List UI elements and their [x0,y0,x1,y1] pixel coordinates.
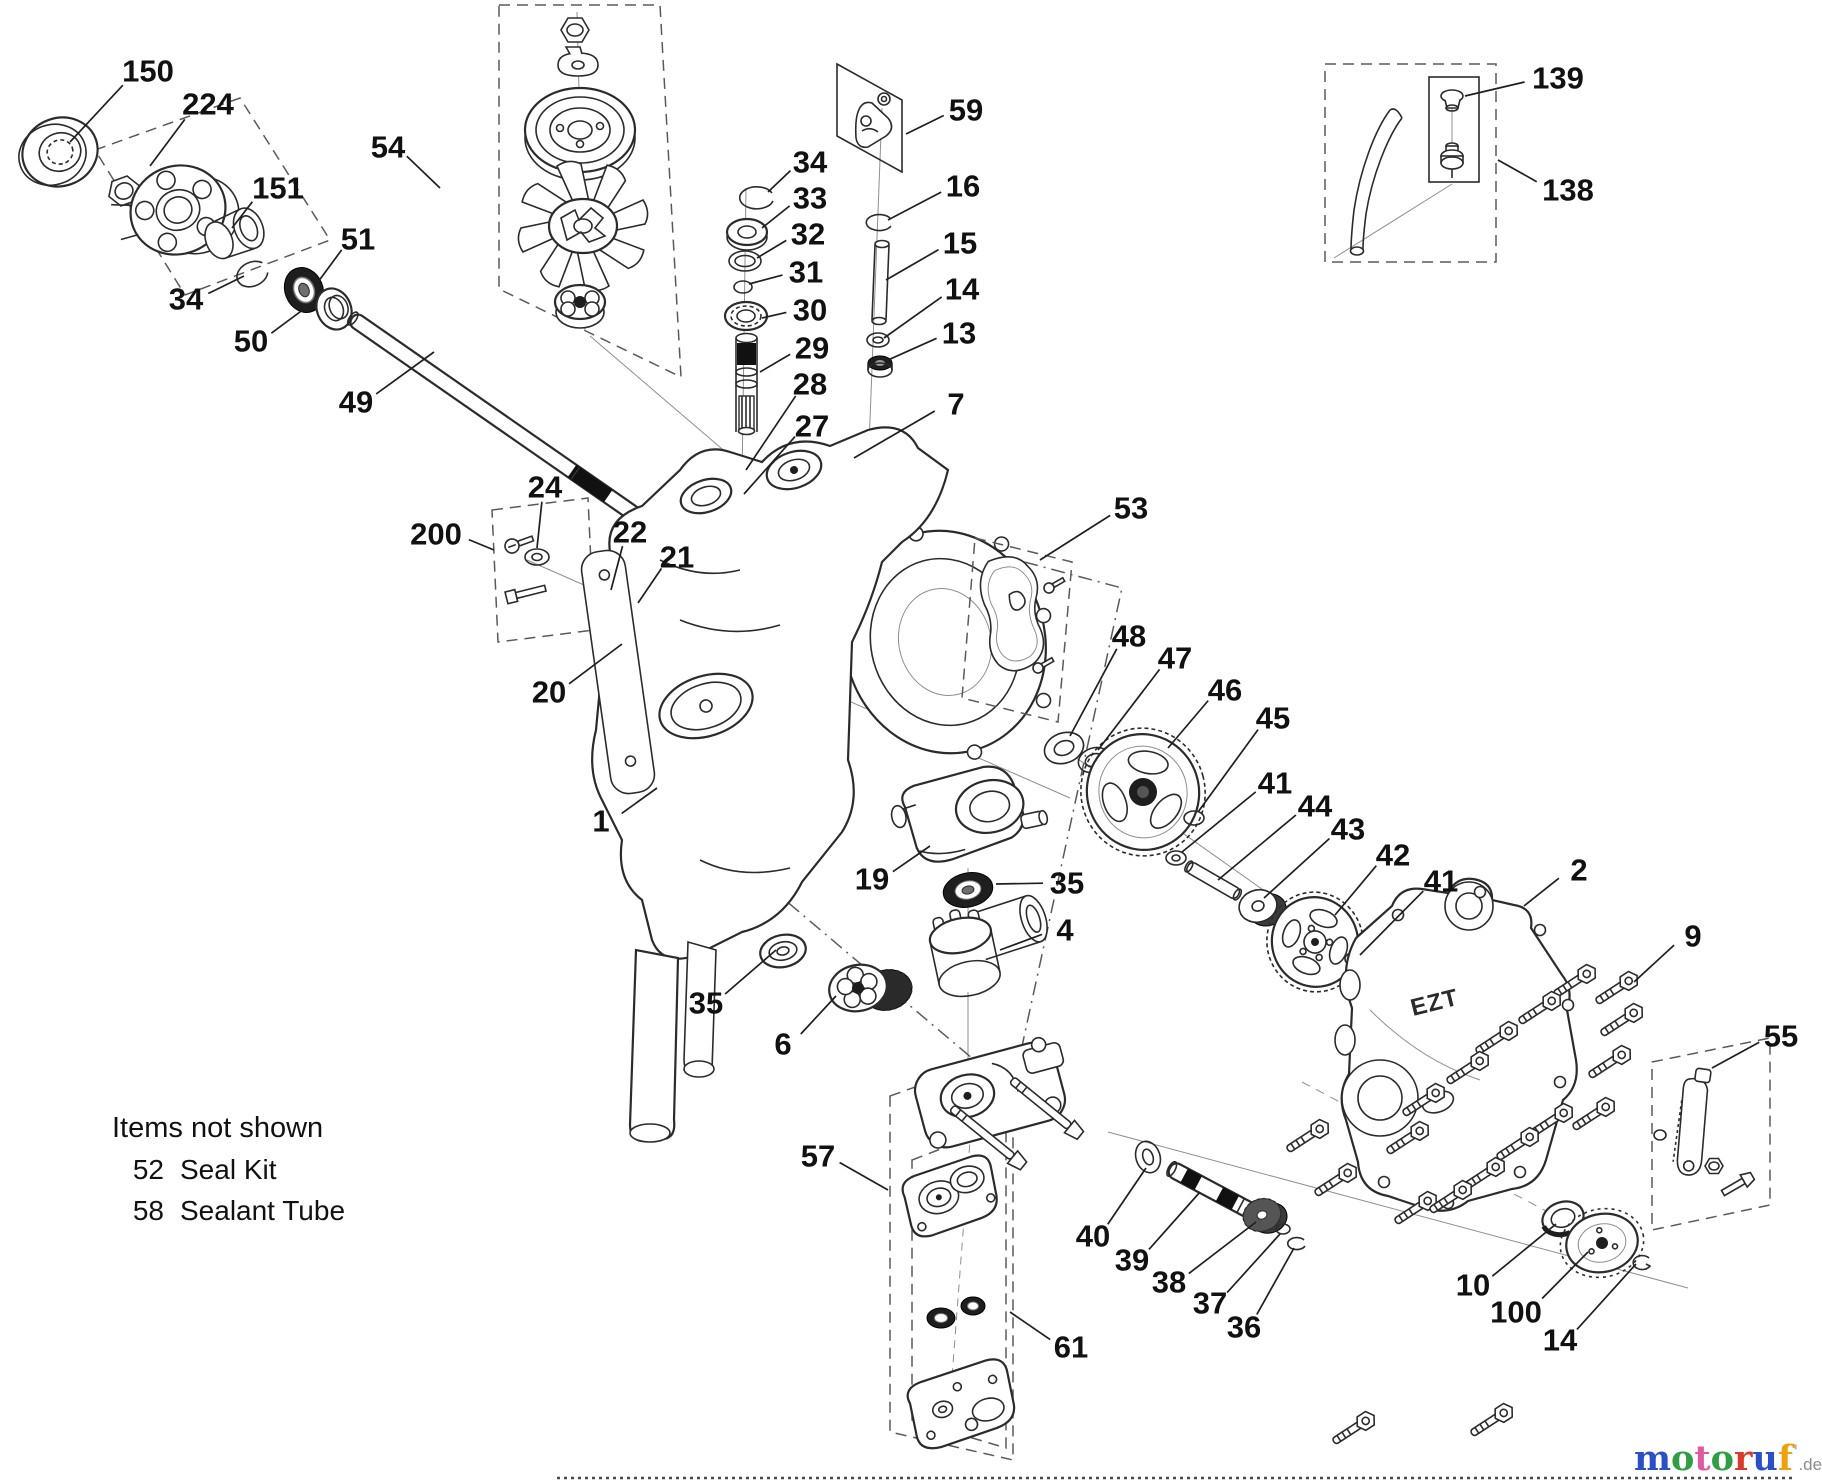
part-number-61: 61 [1053,1329,1089,1365]
leader-line [318,250,342,282]
callout-139 [1465,61,1584,97]
part-number-40: 40 [1075,1218,1111,1254]
part-number-32: 32 [790,216,826,252]
leader-line [996,883,1043,884]
pump-plate [898,1152,1004,1240]
callout-46 [1168,673,1242,749]
part-number-1: 1 [592,803,610,839]
part-number-21: 21 [659,539,695,575]
callout-55 [1712,1019,1798,1069]
side-cover-2 [1335,879,1577,1211]
cooling-fan [518,161,647,290]
part-number-46: 46 [1207,672,1243,708]
clip-16 [866,215,891,231]
grommet-a [927,1308,955,1328]
part-number-9: 9 [1684,918,1702,954]
callout-51 [318,222,375,283]
leader-line [1524,878,1559,906]
part-number-47: 47 [1157,640,1193,676]
cover-marking-ezt: EZT [1407,983,1462,1022]
part-number-41: 41 [1257,765,1293,801]
part-number-24: 24 [527,469,563,505]
fan-coupler [555,285,605,328]
part-number-45: 45 [1255,700,1291,736]
fan-pulley-kit-54 [499,5,681,377]
housing-legs [630,942,716,1142]
part-number-57: 57 [800,1138,836,1174]
part-number-35: 35 [688,985,724,1021]
charge-pump-19 [886,756,1052,870]
callout-57 [801,1139,888,1191]
callout-36 [1227,1248,1294,1345]
breather-tube [1351,109,1403,255]
part-number-6: 6 [774,1026,792,1062]
brake-arm-kit-59 [837,64,902,377]
brand-suffix: .de [1798,1455,1822,1474]
part-number-19: 19 [854,861,890,897]
part-number-138: 138 [1542,172,1594,208]
leader-line [888,338,937,360]
part-number-20: 20 [531,674,567,710]
leader-line [888,192,941,220]
callout-40 [1076,1168,1146,1254]
leader-line [537,502,542,548]
notes-block [112,1112,345,1227]
leader-line [407,156,440,188]
leader-line [1634,945,1674,982]
brake-bolt [1719,1170,1755,1199]
callout-10 [1456,1224,1556,1303]
snap-ring-36 [1288,1238,1305,1250]
part-number-39: 39 [1114,1242,1150,1278]
grommet-b [961,1297,985,1315]
part-number-7: 7 [947,386,965,422]
wheel-bearing-150 [9,107,107,198]
center-section [909,1033,1077,1153]
part-number-42: 42 [1375,837,1411,873]
note-label: Sealant Tube [180,1195,346,1226]
note-item [112,1154,345,1186]
callout-59 [906,93,983,135]
leader-line [760,354,790,372]
leader-line [1498,160,1537,182]
callout-37 [1193,1234,1280,1321]
part-number-28: 28 [792,366,828,402]
brake-nut [1705,1159,1723,1174]
input-shaft-29 [736,334,757,435]
callout-14 [1543,1264,1636,1358]
part-number-30: 30 [792,292,828,328]
part-number-29: 29 [794,330,830,366]
keyed-washer [558,47,598,76]
part-number-31: 31 [788,254,824,290]
breather-kit-138 [1325,64,1496,262]
part-number-54: 54 [370,129,406,165]
part-number-55: 55 [1763,1018,1799,1054]
part-number-35: 35 [1049,865,1085,901]
part-number-44: 44 [1297,788,1333,824]
gasket-screw-a [1042,575,1066,595]
leader-line [886,250,939,280]
retaining-ring-34b [740,187,773,209]
leader-line [1257,1248,1294,1314]
callout-13 [888,316,976,361]
gear-train [1040,714,1374,1003]
leader-line [469,540,494,550]
washer-24 [525,549,549,565]
callout-48 [1070,619,1146,737]
leader-line [762,206,790,228]
callout-43 [1264,812,1365,899]
notes-title: Items not shown [112,1112,324,1144]
part-number-16: 16 [945,168,981,204]
callout-44 [1218,789,1333,881]
part-number-33: 33 [792,180,828,216]
leader-line [1542,1252,1588,1299]
piston-block-4 [925,904,1004,1002]
seal-35b [757,931,809,972]
brand-letter: r [1733,1438,1753,1479]
part-number-59: 59 [948,92,984,128]
part-number-100: 100 [1490,1294,1542,1330]
washer-40 [1132,1138,1165,1176]
leader-line [749,275,783,284]
leader-line [1335,866,1376,915]
note-ref: 52 [132,1154,164,1185]
part-number-38: 38 [1151,1264,1187,1300]
axle-shaft-49 [346,310,667,539]
leader-line [1577,1264,1636,1329]
callout-224 [150,87,235,167]
leader-line [1010,1312,1050,1340]
leader-line [768,171,790,192]
brake-arm [856,93,892,147]
note-ref: 58 [132,1195,164,1226]
leader-line [1189,1222,1256,1274]
callout-49 [339,352,434,420]
callout-61 [1010,1312,1088,1365]
brand-letter: o [1671,1438,1695,1479]
leader-line [271,303,312,333]
pump-group [886,756,1052,1001]
seal-35a [940,868,996,912]
bottom-plate [902,1356,1021,1453]
brand-letter: u [1752,1438,1778,1479]
washer-33 [727,219,767,250]
part-number-49: 49 [338,384,374,420]
cylinder-block-6 [825,954,916,1021]
screw-200 [503,532,535,555]
brand-tick: ' [1792,1441,1799,1463]
part-number-10: 10 [1455,1267,1491,1303]
part-number-224: 224 [182,86,234,122]
part-number-27: 27 [794,408,830,444]
breather-cap-139 [1441,90,1463,111]
part-number-4: 4 [1056,912,1074,948]
center-section-kit [890,1033,1085,1460]
leader-line [1149,1192,1200,1249]
part-number-200: 200 [410,516,462,552]
washer-14 [867,333,889,347]
part-number-34: 34 [792,144,828,180]
leader-line [884,297,942,338]
leader-line [906,116,944,134]
part-number-48: 48 [1111,618,1147,654]
part-number-53: 53 [1113,490,1149,526]
lock-nut-48 [1040,727,1088,769]
brand-letter: m [1634,1438,1672,1479]
washer-41a [1166,851,1186,865]
callout-34 [169,276,244,317]
part-number-14: 14 [1542,1322,1578,1358]
part-number-13: 13 [941,315,977,351]
note-label: Seal Kit [180,1154,277,1185]
part-number-34: 34 [168,281,204,317]
part-number-41: 41 [1423,863,1459,899]
bolt-200 [505,582,547,603]
part-number-36: 36 [1226,1309,1262,1345]
leader-line [801,996,836,1034]
callout-50 [234,303,312,359]
leader-line [1198,730,1258,812]
ring-31 [734,281,752,293]
brand-letter: f [1777,1438,1793,1479]
part-number-14: 14 [944,271,980,307]
leader-line [1040,515,1110,560]
leader-line [840,1163,888,1190]
leader-line [1108,1168,1146,1224]
part-number-50: 50 [233,323,269,359]
clip-14b [1633,1256,1650,1270]
callout-35 [996,866,1084,901]
part-number-139: 139 [1532,60,1584,96]
part-number-22: 22 [612,514,648,550]
breather-fitting [1441,143,1463,178]
callout-54 [371,130,440,189]
callout-200 [410,517,494,552]
callout-9 [1634,919,1702,983]
leader-line [70,85,123,142]
part-number-151: 151 [252,170,304,206]
callout-30 [762,293,827,328]
brand-letter: t [1694,1438,1711,1479]
part-number-15: 15 [942,225,978,261]
callout-19 [855,846,930,897]
callout-16 [888,169,980,221]
leader-line [150,119,185,166]
part-number-2: 2 [1570,852,1588,888]
note-item [112,1195,345,1227]
brand-letter: o [1710,1438,1734,1479]
ball-bearing-30 [725,302,767,330]
part-number-51: 51 [340,221,376,257]
callout-138 [1498,160,1594,208]
leader-line [1227,1234,1280,1293]
callout-2 [1524,853,1588,907]
leader-line [1218,815,1296,880]
leader-line [1264,838,1329,898]
brand-watermark[interactable] [1634,1438,1822,1479]
callout-53 [1040,491,1148,561]
leader-line [1712,1042,1759,1068]
leader-line [1465,82,1525,96]
callout-41 [1182,766,1292,853]
fan-nut [561,18,589,42]
leader-line [1168,701,1208,748]
brake-pin [1654,1130,1666,1140]
brake-kit-55 [1652,1038,1770,1230]
part-number-150: 150 [122,53,174,89]
part-number-37: 37 [1192,1285,1228,1321]
callout-24 [528,470,563,549]
leader-line [1070,649,1117,736]
leader-line [725,950,776,994]
part-number-43: 43 [1330,811,1366,847]
callout-6 [774,996,836,1062]
